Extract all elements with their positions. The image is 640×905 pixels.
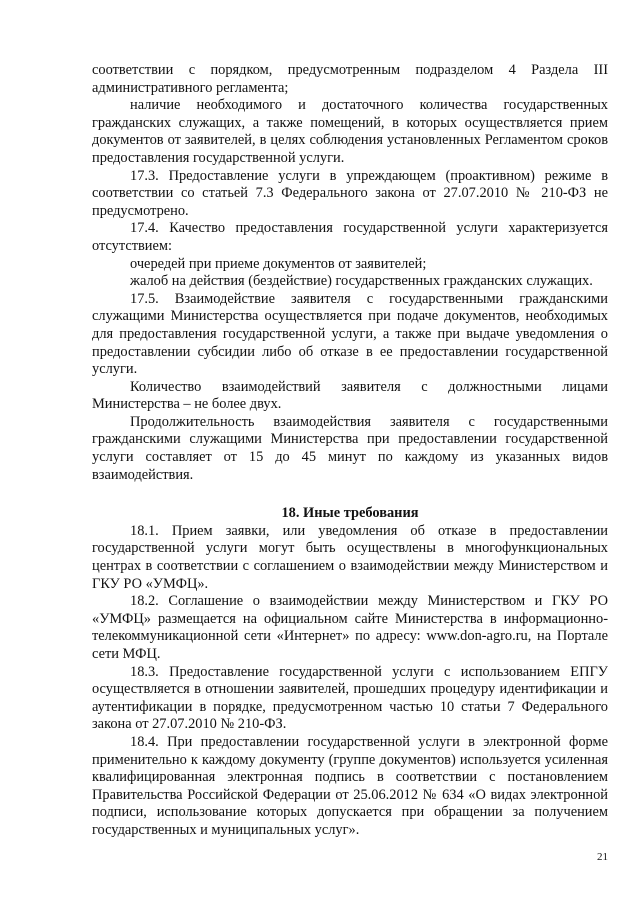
paragraph: Продолжительность взаимодействия заявителя с государственными гражданскими служащими Министерства при предоставлении государственной услуги составляет от 15 до 45 минут по каждому из указанных видов взаимодействия. <box>92 413 608 483</box>
paragraph: 18.4. При предоставлении государственной услуги в электронной форме применительно к каждому документу (группе документов) используется усиленная квалифицированная электронная подпись в соответствии с постановлением Правительства Российской Федерации от 25.06.2012 № 634 «О видах электронной подписи, использование которых допускается при обращении за получением государственных и муниципальных услуг». <box>92 733 608 838</box>
paragraph: наличие необходимого и достаточного количества государственных гражданских служащих, а также помещений, в которых осуществляется прием документов от заявителей, в целях соблюдения установленных Регламентом сроков предоставления государственной услуги. <box>92 97 608 166</box>
paragraph: 18.1. Прием заявки, или уведомления об отказе в предоставлении государственной услуги могут быть осуществлены в многофункциональных центрах в соответствии с соглашением о взаимодействии между Министерством и ГКУ РО «УМФЦ». <box>92 522 608 592</box>
page-number: 21 <box>597 851 608 863</box>
section-heading: 18. Иные требования <box>281 505 419 522</box>
document-body <box>92 62 608 840</box>
paragraph: 17.3. Предоставление услуги в упреждающем (проактивном) режиме в соответствии со статьей 7.3 Федерального закона от 27.07.2010 № 210-ФЗ не предусмотрено. <box>92 167 608 219</box>
paragraph: 18.2. Соглашение о взаимодействии между Министерством и ГКУ РО «УМФЦ» размещается на официальном сайте Министерства в информационно-телекоммуникационной сети «Интернет» по адресу: www.don-agro.ru, на Портале сети МФЦ. <box>92 593 608 662</box>
paragraph: жалоб на действия (бездействие) государственных гражданских служащих. <box>130 273 593 290</box>
paragraph: 18.3. Предоставление государственной услуги с использованием ЕПГУ осуществляется в отношении заявителей, прошедших процедуру идентификации и аутентификации в порядке, предусмотренном частью 10 статьи 7 Федерального закона от 27.07.2010 № 210-ФЗ. <box>92 663 608 733</box>
paragraph: Количество взаимодействий заявителя с должностными лицами Министерства – не более двух. <box>92 378 608 413</box>
paragraph: очередей при приеме документов от заявителей; <box>130 255 427 272</box>
paragraph: соответствии с порядком, предусмотренным подразделом 4 Раздела III административного регламента; <box>92 62 608 96</box>
paragraph: 17.4. Качество предоставления государственной услуги характеризуется отсутствием: <box>92 220 608 254</box>
paragraph: 17.5. Взаимодействие заявителя с государственными гражданскими служащими Министерства осуществляется при подаче документов, необходимых для предоставления государственной услуги, а также при выдаче уведомления о предоставлении субсидии либо об отказе в ее предоставлении государственной услуги. <box>92 290 608 378</box>
